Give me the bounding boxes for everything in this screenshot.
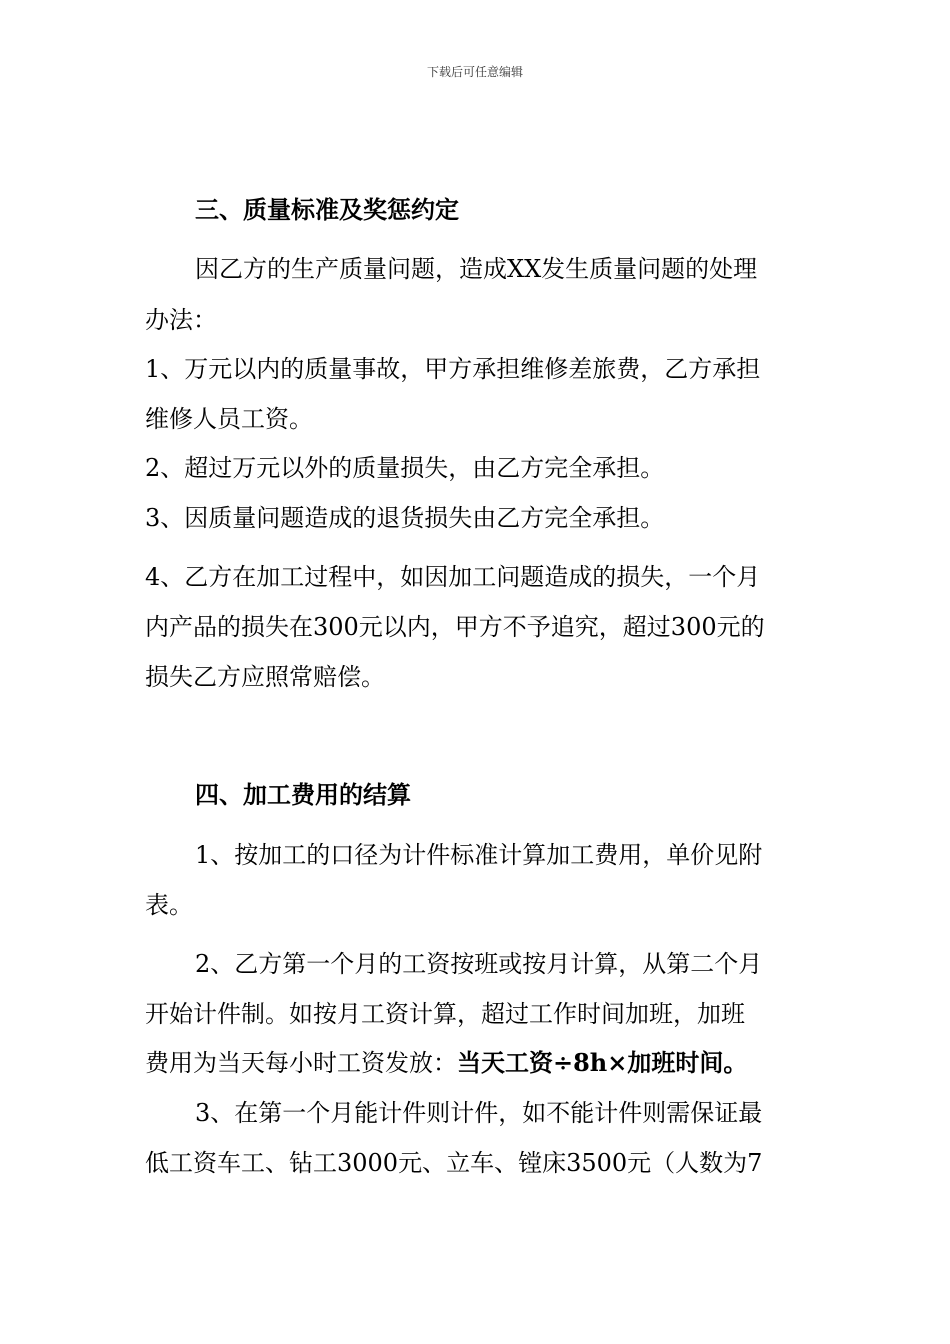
s3-intro-line-1: 因乙方的生产质量问题，造成XX发生质量问题的处理 bbox=[195, 255, 758, 283]
s3-item4-line-3: 损失乙方应照常赔偿。 bbox=[145, 663, 385, 691]
s4-item2-line-3-plain: 费用为当天每小时工资发放： bbox=[145, 1049, 457, 1077]
s3-item1-line-1: 1、万元以内的质量事故，甲方承担维修差旅费，乙方承担 bbox=[145, 355, 761, 383]
s3-item2: 2、超过万元以外的质量损失，由乙方完全承担。 bbox=[145, 454, 665, 482]
s3-item1-line-2: 维修人员工资。 bbox=[145, 405, 313, 433]
s3-item4-line-2: 内产品的损失在300元以内，甲方不予追究，超过300元的 bbox=[145, 613, 765, 641]
section-3-title: 三、质量标准及奖惩约定 bbox=[195, 195, 459, 224]
s4-item1-line-2: 表。 bbox=[145, 891, 193, 919]
s4-item3-line-1: 3、在第一个月能计件则计件，如不能计件则需保证最 bbox=[195, 1099, 763, 1127]
page-header: 下载后可任意编辑 bbox=[426, 65, 523, 79]
s4-item1-line-1: 1、按加工的口径为计件标准计算加工费用，单价见附 bbox=[195, 841, 763, 869]
s4-item2-line-1: 2、乙方第一个月的工资按班或按月计算，从第二个月 bbox=[195, 950, 763, 978]
section-4-title: 四、加工费用的结算 bbox=[195, 780, 411, 809]
s3-item3: 3、因质量问题造成的退货损失由乙方完全承担。 bbox=[145, 504, 665, 532]
s3-intro-line-2: 办法： bbox=[145, 306, 217, 334]
s4-item2-line-3 bbox=[145, 1046, 810, 1080]
overtime-formula: 当天工资÷8h×加班时间。 bbox=[457, 1048, 748, 1077]
s4-item2-line-2: 开始计件制。如按月工资计算，超过工作时间加班，加班 bbox=[145, 1000, 745, 1028]
s4-item3-line-2: 低工资车工、钻工3000元、立车、镗床3500元（人数为7 bbox=[145, 1149, 763, 1177]
s3-item4-line-1: 4、乙方在加工过程中，如因加工问题造成的损失，一个月 bbox=[145, 563, 761, 591]
